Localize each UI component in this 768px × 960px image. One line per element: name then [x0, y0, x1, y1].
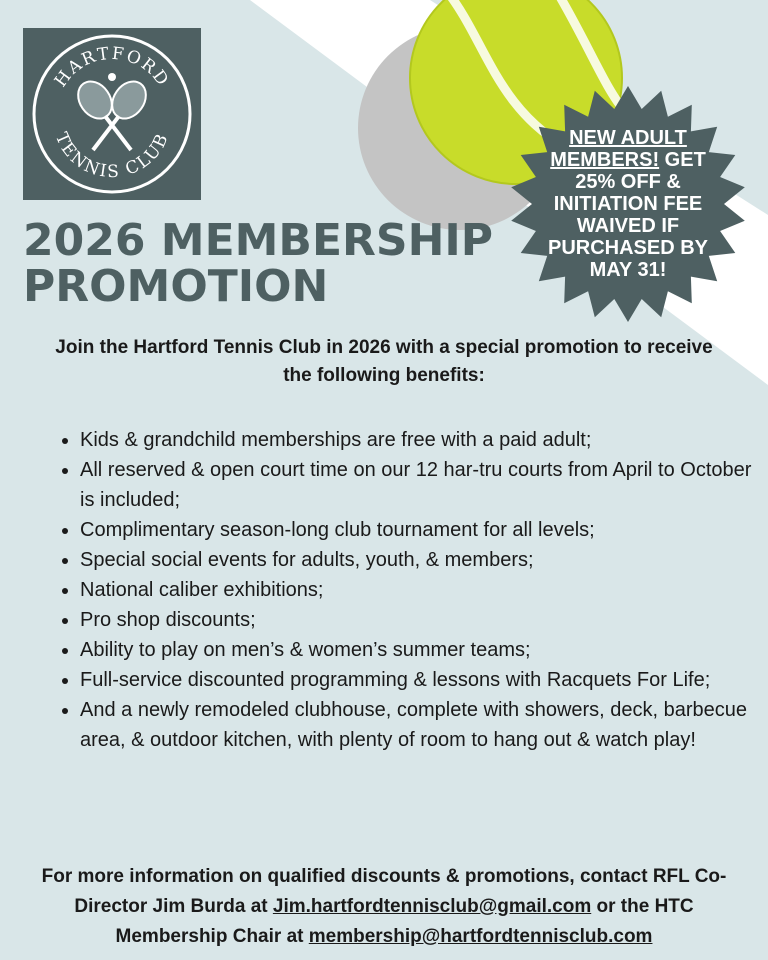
intro-text: Join the Hartford Tennis Club in 2026 with a special promotion to receive the following benefits:: [55, 337, 713, 386]
contact-footer: [30, 862, 738, 952]
benefit-item: • Full-service discounted programming & lessons with Racquets For Life;: [80, 665, 760, 695]
svg-text:TENNIS CLUB: [51, 130, 174, 183]
promo-badge-underlined: NEW ADULT MEMBERS!: [550, 127, 687, 171]
email-link-jim[interactable]: Jim.hartfordtennisclub@gmail.com: [272, 896, 592, 917]
svg-text:HARTFORD: [51, 44, 173, 91]
benefit-item: • Special social events for adults, youth, & members;: [80, 545, 760, 575]
benefit-item: • Ability to play on men’s & women’s summer teams;: [80, 635, 760, 665]
benefits-list: [56, 425, 760, 755]
crossed-racquets-icon: [71, 75, 153, 150]
benefit-item: • Kids & grandchild memberships are free with a paid adult;: [80, 425, 760, 455]
logo-emblem: [23, 28, 201, 200]
logo-bottom-text: TENNIS CLUB: [50, 129, 174, 183]
promo-badge-text: [538, 127, 718, 281]
benefit-item: • Complimentary season-long club tournament for all levels;: [80, 515, 760, 545]
benefit-item: • Pro shop discounts;: [80, 605, 760, 635]
footer-text-2: or the HTC Membership Chair at: [115, 896, 694, 947]
promo-badge-rest: GET 25% OFF & INITIATION FEE WAIVED IF PURCHASED BY MAY 31!: [547, 149, 709, 281]
email-link-membership[interactable]: membership@hartfordtennisclub.com: [308, 926, 653, 947]
logo-ball-icon: [108, 73, 116, 81]
benefit-item: • All reserved & open court time on our 12 har-tru courts from April to October is included;: [80, 455, 760, 515]
club-logo: [23, 28, 201, 200]
footer-text-1: For more information on qualified discounts & promotions, contact RFL Co-Director Jim Burda at: [41, 866, 727, 917]
benefit-item: • And a newly remodeled clubhouse, complete with showers, deck, barbecue area, & outdoor kitchen, with plenty of room to hang out & watch play!: [80, 695, 760, 755]
page-title: [23, 215, 523, 312]
title-line-1: 2026 MEMBERSHIP: [23, 215, 494, 266]
logo-top-text: HARTFORD: [50, 43, 174, 91]
benefit-item: • National caliber exhibitions;: [80, 575, 760, 605]
title-line-2: PROMOTION: [23, 261, 329, 312]
